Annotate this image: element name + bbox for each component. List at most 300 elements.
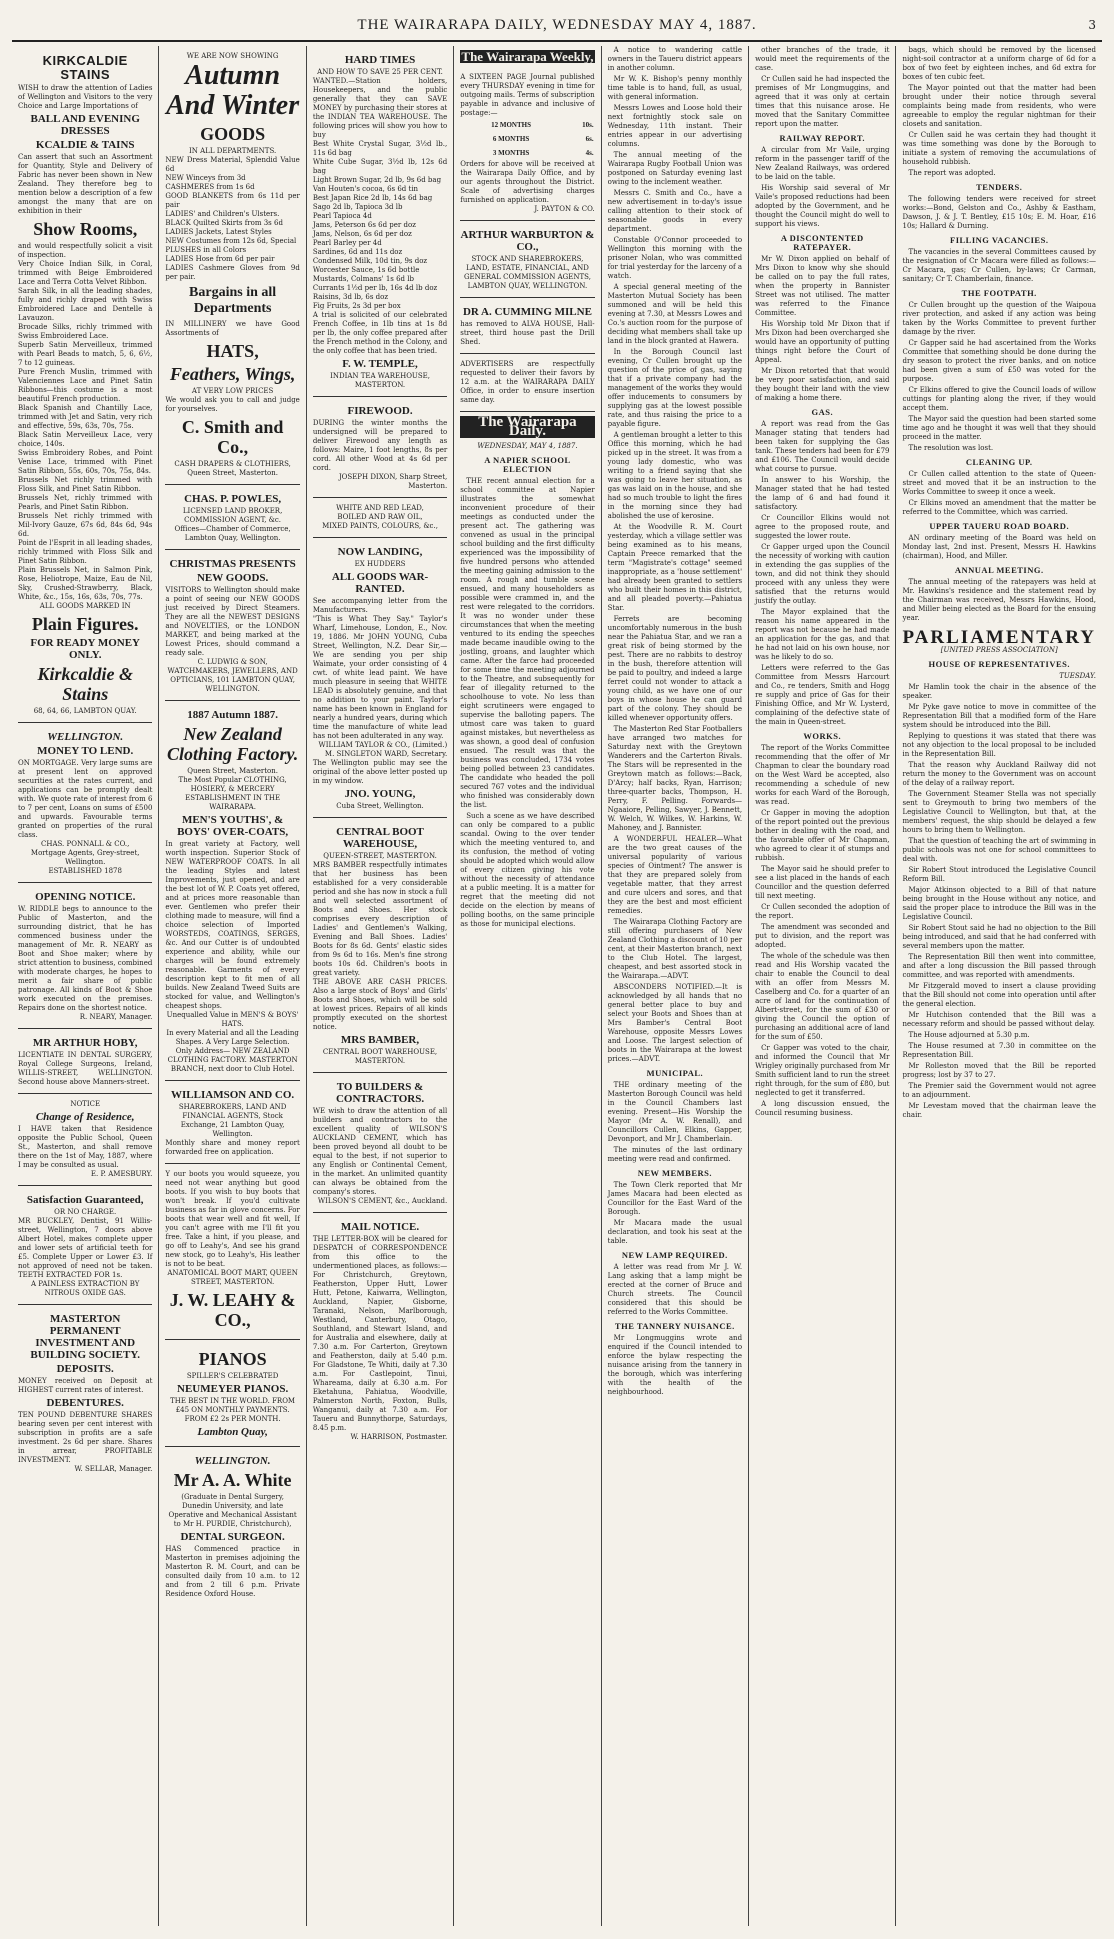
ad-body: LICENTIATE IN DENTAL SURGERY, Royal College Surgeons, Ireland, WILLIS-STREET, WELLINGTON. Second house above Manners-street. xyxy=(18,1051,153,1086)
article-headline: MUNICIPAL. xyxy=(646,1068,704,1078)
ad-item: Sarah Silk, in all the leading shades, fully and richly draped with Swiss Embroidered Lace and Dentelle à Lavauzon. xyxy=(18,287,153,322)
price-item: Jams, Peterson 6s 6d per doz xyxy=(312,221,416,229)
masthead xyxy=(12,10,1102,40)
paragraph: Cr Elkins moved an amendment that the matter be referred to the Committee, which was carried. xyxy=(902,499,1096,516)
paragraph: Mr W. K. Bishop's penny monthly time table is to hand, full, as usual, with general information. xyxy=(607,75,743,101)
paragraph: Mr Levestam moved that the chairman leave the chair. xyxy=(902,1102,1096,1119)
paragraph: The whole of the schedule was then read and His Worship vacated the chair to enable the Council to deal with an offer from Messrs M. Caselberg and Co. for a quarter of an acre of land for the continuation of Albert-street, for the sum of £30 or giving the Council the option of purchasing an additional acre of land for the sum of £50. xyxy=(755,952,890,1041)
ad-item: Black Satin Merveilleux Lace, very choice, 140s. xyxy=(18,431,153,448)
ad-body: I HAVE taken that Residence opposite the Public School, Queen St., Masterton, and shall remove there on the 1st of May, 1887, where I may be consulted as usual. xyxy=(18,1125,153,1169)
ad-item: PLUSHES in all Colors xyxy=(165,246,247,254)
paragraph: His Worship told Mr Dixon that if Mrs Dixon had been overcharged she would have an opportunity of putting things right before the Court of Appeal. xyxy=(755,320,890,364)
ad-headline: Change of Residence, xyxy=(35,1111,135,1123)
ad-body: ON MORTGAGE. Very large sums are at present lent on approved securities at the rates current, and applications can be promptly dealt with. We quote rate of interest from 6 to 7 per cent, Loans on sums of £500 and upwards. Favourable terms granted on properties of the rural class. xyxy=(18,759,153,839)
ad-building-society xyxy=(18,1305,152,1480)
ad-item: Swiss Embroidery Robes, and Point Venise Lace, trimmed with Pinet Satin Ribbon, 55s, 60s, 70s, 75s, 84s. xyxy=(18,449,153,475)
paragraph: Cr Cullen said he was certain they had thought it was time something was done by the Borough to initiate a system of removing the accumulations of household rubbish. xyxy=(902,131,1096,166)
price-item: Van Houten's cocoa, 6s 6d tin xyxy=(312,185,419,193)
ad-notice: NOTICE xyxy=(70,1100,101,1108)
ad-addr: Lambton Quay, xyxy=(197,1426,268,1438)
section-heading: RAILWAY REPORT. xyxy=(779,133,865,143)
ad-sub: QUEEN-STREET, MASTERTON. xyxy=(323,852,437,860)
ad-sign: J. PAYTON & CO. xyxy=(534,205,595,213)
ad-feathers: Feathers, Wings, xyxy=(169,364,296,384)
ad-goods: GOODS xyxy=(200,124,266,144)
paragraph: The Masterton Red Star Footballers have arranged two matches for Saturday next with the Greytown Wanderers and the Carterton Rivals. The Stars will be represented in the Greytown match as follows:—Back, D'Arcy; half backs, Ryan, Harrison; three-quarter backs, Thompson, H. Perry, F. Pelling. Forwards—Ngaaiore, Pelling, Sawyer, J. Bennett, W. Welch, W. Wilkes, W. Harkins, W. Mahoney, and J. Bannister. xyxy=(607,725,743,832)
paragraph: Mr Pyke gave notice to move in committee of the Representation Bill that a modified form of the Hare system should be introduced into the Bill. xyxy=(902,703,1096,729)
paragraph: Ferrets are becoming uncomfortably numerous in the bush near the Pahiatua Star, and we ran a great risk of being stormed by the pest. There are no rabbits to destroy in the bush, therefore attention will be paid to poultry, and indeed a large ferret could not wonder to attack a young child, as we have one of our boys in whose house he can guard part of the colony. They should be killed whenever opportunity offers. xyxy=(607,615,743,722)
paragraph: AN ordinary meeting of the Board was held on Monday last, 2nd inst. Present, Messrs H. Hawkins (chairman), Hood, and Miller. xyxy=(902,534,1096,560)
paragraph: Mr Hamlin took the chair in the absence of the speaker. xyxy=(902,683,1096,700)
paragraph: Cr Elkins offered to give the Council loads of willow cuttings for planting along the river, if they would accept them. xyxy=(902,386,1096,412)
section-heading: A DISCONTENTED RATEPAYER. xyxy=(780,233,864,252)
ad-title: New Zealand Clothing Factory. xyxy=(166,724,299,764)
ad-arthur-hoby xyxy=(18,1029,152,1094)
section-heading: ANNUAL MEETING. xyxy=(954,565,1044,575)
paragraph: The Premier said the Government would not agree to an adjournment. xyxy=(902,1082,1096,1099)
paragraph: The House resumed at 7.30 in committee on the Representation Bill. xyxy=(902,1042,1096,1059)
rate-row xyxy=(460,146,594,160)
price-item: Worcester Sauce, 1s 6d bottle xyxy=(312,266,420,274)
parliamentary-source: [UNITED PRESS ASSOCIATION] xyxy=(940,646,1058,654)
ad-sub: EX HUDDERS xyxy=(354,560,406,568)
ad-headline: NOW LANDING, xyxy=(337,546,423,558)
municipal-continued xyxy=(902,46,1096,623)
ad-item: Point de l'Esprit in all leading shades, richly trimmed with Floss Silk and Pinet Satin Ribbon. xyxy=(18,539,153,565)
paragraph: A notice to wandering cattle owners in the Taueru district appears in another column. xyxy=(607,46,743,72)
article-headline: A NAPIER SCHOOL ELECTION xyxy=(484,455,571,474)
paragraph: THE ordinary meeting of the Masterton Borough Council was held in the Council Chambers last evening. Present—His Worship the Mayor (Mr A. W. Renall), and Councillors Cullen, Elkins, Gapper, Devonport, and Mr J. Chamberlain. xyxy=(607,1081,743,1143)
ad-firm: C. LUDWIG & SON, WATCHMAKERS, JEWELLERS, AND OPTICIANS, 101 LAMBTON QUAY, WELLINGTON. xyxy=(167,658,298,693)
masthead-rule xyxy=(12,40,1102,42)
ad-item: LADIES Hose from 6d per pair xyxy=(165,255,275,263)
paragraph: Mr Macara made the usual declaration, and took his seat at the table. xyxy=(607,1219,743,1245)
paragraph: Mr W. Dixon applied on behalf of Mrs Dixon to know why she should be called on to pay the full rates, when the property in Bannister Street was not utilised. The matter was referred to the Finance Committee. xyxy=(755,255,890,317)
ad-sub: AND HOW TO SAVE 25 PER CENT. xyxy=(317,68,443,76)
price-item: Best Japan Rice 2d lb, 14s 6d bag xyxy=(312,194,433,202)
paragraph: The Mayor said the question had been started some time ago and he thought it was well that they should proceed in the matter. xyxy=(902,415,1096,441)
ad-plain-figures: Plain Figures. xyxy=(31,614,139,634)
rate-price: 6s. xyxy=(585,135,594,143)
paragraph: The minutes of the last ordinary meeting were read and confirmed. xyxy=(607,1146,743,1163)
ad-body: W. RIDDLE begs to announce to the Public of Masterton, and the surrounding district, that he has commenced business under the management of Mr. R. NEARY as Boot and Shoe maker; where by strict attention to business, combined with moderate charges, he hopes to merit a fair share of public patronage. All kinds of Boot & Shoe work executed on the premises. Repairs done on the shortest notice. xyxy=(18,905,153,1012)
ad-headline: Satisfaction Guaranteed, xyxy=(26,1194,144,1206)
ad-addr: Only Address— NEW ZEALAND CLOTHING FACTORY. MASTERTON BRANCH, next door to Club Hotel. xyxy=(167,1047,298,1073)
ad-body: STOCK AND SHAREBROKERS, LAND, ESTATE, FINANCIAL, AND GENERAL COMMISSION AGENTS, LAMBTON QUAY, WELLINGTON. xyxy=(463,255,591,290)
ad-big-1: Autumn xyxy=(185,60,281,91)
ad-body-2: In great variety at Factory, well worth inspection. Superior Stock of NEW WATERPROOF COATS. In all the leading Styles and latest Improvements, just opened, and are the best lot of W. P. Coats yet offered, and at prices more reasonable than ever. Gentlemen who prefer their clothing made to measure, will find a choice selection of Imported WORSTEDS, COATINGS, SERGES, &c. And our Cutter is of undoubted experience and ability, while our charges will be found extremely reasonable. Garments of every description kept to fit men of all builds. New Zealand Tweed Suits are stocked for value, and Wellington's cheapest shops. xyxy=(165,840,300,1010)
ad-item: LADIES' and Children's Ulsters. xyxy=(165,210,280,218)
section-heading: NEW LAMP REQUIRED. xyxy=(621,1250,728,1260)
ad-pianos xyxy=(165,1340,299,1447)
ad-firm: CHAS. PONNALL & CO., xyxy=(41,840,130,848)
ad-leahy xyxy=(165,1164,299,1340)
paragraph: Cr Councillor Elkins would not agree to the proposed route, and suggested the lower route. xyxy=(755,514,890,540)
ad-item: GOOD BLANKETS from 6s 11d per pair xyxy=(165,192,300,209)
column-3 xyxy=(307,46,454,1926)
ad-addr: Cuba Street, Wellington. xyxy=(336,802,424,810)
ad-headline: DR A. CUMMING MILNE xyxy=(462,306,592,318)
ad-body: See accompanying letter from the Manufacturers. xyxy=(312,597,448,614)
ad-sub: BOILED AND RAW OIL, xyxy=(337,513,423,521)
ad-weekly xyxy=(460,67,594,221)
paragraph: ABSCONDERS NOTIFIED.—It is acknowledged by all hands that no general better place to buy and select your Boots and Shoes than at Mrs Bamber's Central Boot Warehouse, opposite Messrs Lowes and Loose. The largest selection of boots in the Wairarapa at the lowest prices.—ADVT. xyxy=(607,983,743,1063)
ad-item: Plain Brussels Net, in Salmon Pink, Rose, Heliotrope, Maize, Eau de Nil, Sky, Crushed-Strawberry, Black, White, &c., 15s, 16s, 63s, 70s, 77s. xyxy=(18,566,153,601)
price-item: Pearl Tapioca 4d xyxy=(312,212,372,220)
article-body xyxy=(460,477,594,929)
ad-headline: 1887 Autumn 1887. xyxy=(187,709,278,721)
paragraph: bags, which should be removed by the licensed night-soil contractor at a uniform charge of 6d for a box of two feet by eighteen inches, and 6d extra for boxes of ten cubic feet. xyxy=(902,46,1096,81)
ad-headline: WILLIAMSON AND CO. xyxy=(171,1089,295,1101)
paragraph: Mr Rolleston moved that the Bill be reported progress; lost by 37 to 27. xyxy=(902,1062,1096,1079)
rate-term: 6 MONTHS xyxy=(492,135,530,143)
paragraph: Cr Cullen seconded the adoption of the report. xyxy=(755,903,890,920)
ad-value: Unequalled Value in MEN'S & BOYS' HATS. xyxy=(166,1011,299,1028)
ad-headline: MR ARTHUR HOBY, xyxy=(32,1037,138,1049)
ad-firm: JNO. YOUNG, xyxy=(344,788,416,800)
ad-item: LADIES Cashmere Gloves from 9d per pair. xyxy=(165,264,300,281)
paragraph: Constable O'Connor proceeded to Wellington this morning with the prisoner Nolan, who was committed for trial yesterday for the larceny of a watch. xyxy=(607,236,743,280)
paragraph: Replying to questions it was stated that there was not any objection to the local proposal to be included in the Representation Bill. xyxy=(902,732,1096,758)
ad-cash-only: FOR READY MONEY ONLY. xyxy=(30,637,140,661)
section-heading: TENDERS. xyxy=(976,182,1023,192)
ad-dr-milne xyxy=(460,298,594,354)
paragraph: Cr Cullen said he had inspected the premises of Mr Longmuggins, and agreed that it was only at certain times that this nuisance arose. He moved that the Sanitary Committee report upon the matter. xyxy=(755,75,890,128)
ad-headline: FIREWOOD. xyxy=(347,405,413,417)
paragraph: The annual meeting of the ratepayers was held at Mr. Hawkins's residence and the statement read by the Chairman was received, Messrs Hawkins, Hood, and Miller being elected as the Board for the ensuing year. xyxy=(902,578,1096,622)
paragraph: His Worship said several of Mr Vaile's proposed reductions had been adopted by the Government, and he thought the Council might do well to support his views. xyxy=(755,184,890,228)
ad-body-2: The Wellington public may see the original of the above letter posted up in my window. xyxy=(312,759,448,785)
ad-body-2: THE ABOVE ARE CASH PRICES. Also a large stock of Boys' and Girls' Boots and Shoes, which will be sold at lowest prices. Repairs of all kinds promptly executed on the shortest notice. xyxy=(312,978,448,1031)
ad-headline: WHITE AND RED LEAD, xyxy=(336,504,424,512)
ad-advertisers-notice xyxy=(460,354,594,412)
ad-town: WELLINGTON. xyxy=(47,731,124,743)
ad-item: Brussels Net richly trimmed with Floss Silk, and Pinet Satin Ribbon. xyxy=(18,476,153,493)
ad-sign: E. P. AMESBURY. xyxy=(90,1170,153,1178)
ad-title: DENTAL SURGEON. xyxy=(180,1531,285,1543)
ad-item: Very Choice Indian Silk, in Coral, trimmed with Beige Embroidered Lace and Terra Cotta Velvet Ribbon. xyxy=(18,260,153,286)
price-item: Pearl Barley per 4d xyxy=(312,239,382,247)
price-item: Fig Fruits, 2s 3d per box xyxy=(312,302,401,310)
paragraph: Cr Gapper said he had ascertained from the Works Committee that something should be done during the dry season to protect the river banks, and on notice had been given a sum of £50 was voted for the purpose. xyxy=(902,339,1096,383)
ad-builders xyxy=(313,1073,447,1213)
ad-item: BLACK Quilted Skirts from 3s 6d xyxy=(165,219,283,227)
paragraph: A letter was read from Mr J. W. Lang asking that a lamp might be erected at the corner of Bruce and Church streets. The Council considered that this should be referred to the Works Committee. xyxy=(607,1263,743,1316)
paragraph: In the Borough Council last evening, Cr Cullen brought up the question of the price of gas, saying that if a private company had the management of the works they would offer inducements to consumers by supplying gas at the lowest possible rate, and thus raising the price to a payable figure. xyxy=(607,348,743,428)
rate-price: 10s. xyxy=(582,121,594,129)
ad-autumn-winter xyxy=(165,46,299,485)
paragraph: other branches of the trade, it would meet the requirements of the case. xyxy=(755,46,890,72)
ad-title: NEUMEYER PIANOS. xyxy=(177,1383,289,1395)
paragraph: The following tenders were received for street works:—Bond, Gelston and Co., Ashby & Eastham, Dawson, J. & J. T. Bentley, £15 10s; E. M. Hoar, £16 10s; Hallard & Durning. xyxy=(902,195,1096,230)
column-2 xyxy=(159,46,306,1926)
local-news xyxy=(608,46,742,1064)
parliamentary-body xyxy=(902,683,1096,1120)
ad-sign: W. HARRISON, Postmaster. xyxy=(350,1433,448,1441)
rate-term: 12 MONTHS xyxy=(491,121,531,129)
ad-body: VISITORS to Wellington should make a point of seeing our NEW GOODS just received by Direct Steamers. They are all the NEWEST DESIGNS and NOVELTIES, or the LONDON MARKET, and being marked at the Lowest Prices, should command a ready sale. xyxy=(165,586,300,657)
paragraph: That the question of teaching the art of swimming in public schools was not one for school committees to deal with. xyxy=(902,837,1096,863)
ad-address: 68, 64, 66, LAMBTON QUAY. xyxy=(33,707,137,715)
ad-body: Monthly share and money report forwarded free on application. xyxy=(165,1139,300,1156)
ad-central-boot xyxy=(313,818,447,1073)
parliamentary-house: HOUSE OF REPRESENTATIVES. xyxy=(928,659,1070,669)
ad-body: DURING the winter months the undersigned will be prepared to deliver Firewood any length as follows: Maire, 1 foot lengths, 8s per cord. All other Wood at 4s 6d per cord. xyxy=(312,419,448,472)
ad-headline: HARD TIMES xyxy=(344,54,416,66)
ad-body: MRS BAMBER respectfully intimates that her business has been established for a very considerable period and she has now in stock a full and well selected assortment of Boots and Shoes. Her stock comprises every description of Ladies' and Gentlemen's Walking, Evening and Ball Shoes. Ladies' Boots for 8s 6d. Gents' elastic sides from 9s 6d to 16s. Men's fine strong boots 10s 6d. Children's boots in great variety. xyxy=(312,861,448,977)
paragraph: Cr Gapper urged upon the Council the necessity of working with caution in extending the gas supplies of the town, and did not think they should proceed with any unless they were satisfied that the returns would justify the outlay. xyxy=(755,543,890,605)
ad-headline: CHAS. P. POWLES, xyxy=(184,493,282,505)
section-heading: THE TANNERY NUISANCE. xyxy=(614,1321,735,1331)
price-item: Sago 2d lb, Tapioca 3d lb xyxy=(312,203,403,211)
ad-firm-signature: Kirkcaldie & Stains xyxy=(37,664,133,704)
ad-sub: NEW GOODS. xyxy=(196,572,269,584)
paragraph: Mr Hutchison contended that the Bill was a necessary reform and should be passed without delay. xyxy=(902,1011,1096,1028)
ad-big-2: And Winter xyxy=(166,90,300,121)
paragraph: A report was read from the Gas Manager stating that tenders had been taken for supplying the Gas tank. These tenders had been for £79 and £106. The Council would decide what course to pursue. xyxy=(755,420,890,473)
paragraph: Sir Robert Stout said he had no objection to the Bill being introduced, and said that he had conferred with several members upon the matter. xyxy=(902,924,1096,950)
ad-change-residence xyxy=(18,1094,152,1186)
section-heading: UPPER TAUERU ROAD BOARD. xyxy=(929,521,1070,531)
ad-body: WE wish to draw the attention of all builders and contractors to the excellent quality of WILSON'S AUCKLAND CEMENT, which has been proved beyond all doubt to be equal to the best, if not superior to any English or Continental Cement, in the market. An unlimited quantity can always be obtained from the company's stores. xyxy=(312,1107,448,1196)
paragraph: At the Woodville R. M. Court yesterday, which a village settler was being examined as to his means, Captain Preece remarked that the term "Magistrate's cottage" seemed inappropriate, as a 'house settlement' had already been granted to settlers who built their homes in this district, and all pleaded poverty.—Pahiatua Star. xyxy=(607,523,743,612)
ad-headline: ARTHUR WARBURTON & CO., xyxy=(460,229,595,253)
ad-williamson xyxy=(165,1081,299,1164)
ad-sub-2: MIXED PAINTS, COLOURS, &c., xyxy=(322,522,438,530)
ad-clothing-factory xyxy=(165,701,299,1081)
ad-body: MR BUCKLEY, Dentist, 91 Willis-street, Wellington, 7 doors above Albert Hotel, makes complete upper and lower sets of artificial teeth for £5. Complete Upper or Lower £3. If not approved of need not be taken. TEETH EXTRACTED FOR 1s. xyxy=(18,1217,153,1279)
rate-term: 3 MONTHS xyxy=(492,149,530,157)
paragraph: Messrs C. Smith and Co., have a new advertisement in to-day's issue calling attention to their stock of seasonable goods in every department. xyxy=(607,189,743,233)
ad-item: LADIES Jackets, Latest Styles xyxy=(165,228,272,236)
ad-white-lead xyxy=(313,498,447,538)
section-heading: CLEANING UP. xyxy=(965,457,1033,467)
paragraph: Cr Gapper in moving the adoption of the report pointed out the previous bother in dealing with the road, and the favorable offer of Mr Chapman, who agreed to clear it of stumps and rubbish. xyxy=(755,809,890,862)
parliamentary-day: TUESDAY. xyxy=(1059,672,1096,680)
ad-debentures: DEBENTURES. xyxy=(46,1397,124,1409)
ad-item: Brussels Net richly trimmed with Mil-Ivory Gauze, 67s 6d, 84s 6d, 94s 6d. xyxy=(18,512,153,538)
ad-foot: A PAINLESS EXTRACTION BY NITROUS OXIDE GAS. xyxy=(31,1280,140,1297)
ad-prices: AT VERY LOW PRICES xyxy=(191,387,274,395)
ad-sub: SHAREBROKERS, LAND AND FINANCIAL AGENTS, Stock Exchange, 21 Lambton Quay, Wellington. xyxy=(178,1103,287,1138)
ad-addr: CENTRAL BOOT WAREHOUSE, MASTERTON. xyxy=(322,1048,438,1065)
ad-body-2: HAS Commenced practice in Masterton in premises adjoining the Masterton R. M. Court, and can be consulted daily from 10 a.m. to 12 and from 2 till 6 p.m. Private Residence Oxford House. xyxy=(165,1545,300,1598)
ad-firm: MRS BAMBER, xyxy=(340,1034,420,1046)
paragraph: The Town Clerk reported that Mr James Macara had been elected as Councillor for the East Ward of the Borough. xyxy=(607,1181,743,1216)
ad-body-2: TEN POUND DEBENTURE SHARES bearing seven per cent interest with subscription in profits are a safe investment. 2s 6d per share. Shares in arrear, PROFITABLE INVESTMENT. xyxy=(18,1411,153,1464)
ad-opening-notice xyxy=(18,883,152,1029)
ad-headline: CHRISTMAS PRESENTS xyxy=(169,558,296,570)
paragraph: The annual meeting of the Wairarapa Rugby Football Union was postponed on Saturday evening last owing to the inclement weather. xyxy=(607,151,743,186)
ad-firm: F. W. TEMPLE, xyxy=(342,358,418,370)
ad-item: NEW Dress Material, Splendid Value 6d xyxy=(165,156,300,173)
ad-sub: LICENSED LAND BROKER, COMMISSION AGENT, &c. xyxy=(182,507,283,524)
page-number: 3 xyxy=(1088,18,1096,32)
section-heading: WORKS. xyxy=(803,731,842,741)
issue-date: WEDNESDAY, MAY 4, 1887. xyxy=(477,442,578,450)
ad-hats: HATS, xyxy=(206,341,259,361)
paragraph: That the reason why Auckland Railway did not return the money to the Government was on account of the delay of a railway report. xyxy=(902,761,1096,787)
ad-headline: Mr A. A. White xyxy=(173,1470,292,1490)
ad-addr: Offices—Chamber of Commerce, Lambton Quay, Wellington. xyxy=(174,525,291,542)
paragraph: A WONDERFUL HEALER—What are the two great causes of the universal popularity of various species of Ointment? The answer is that they are prepared solely from vegetable matter, that they arrest and cure ulcers and sores, and that they are the best and most efficient remedies. xyxy=(607,835,743,915)
price-item: Jams, Nelson, 6s 6d per doz xyxy=(312,230,412,238)
paragraph: Cr Gapper was voted to the chair, and informed the Council that Mr Wrigley originally purchased from Mr Smith sufficient land to run the street right through, for the sum of £80, but neglected to get it transferred. xyxy=(755,1044,890,1097)
paragraph: Cr Cullen brought up the question of the Waipoua river protection, and asked if any action was being taken by the Works Committee to prevent further damage by the river. xyxy=(902,301,1096,336)
ad-item: Brocade Silks, richly trimmed with Swiss Embroidered Lace. xyxy=(18,323,153,340)
paragraph: The report of the Works Committee recommending that the offer of Mr Chapman to clear the boundary road on the West Ward be accepted, also recommending a schedule of new works for each Ward of the Borough, was read. xyxy=(755,744,890,806)
ad-now-landing xyxy=(313,538,447,818)
masthead-title: THE WAIRARAPA DAILY, WEDNESDAY MAY 4, 1887. xyxy=(357,16,757,33)
column-4 xyxy=(454,46,601,1926)
ad-body: A SIXTEEN PAGE Journal published every THURSDAY evening in time for outgoing mails. Terms of subscription payable in advance and inclusive of postage:— xyxy=(460,73,595,117)
ad-sub: Mortgage Agents, Grey-street, Wellington. xyxy=(30,849,140,866)
ad-kirkcaldie-stains xyxy=(18,46,152,723)
ad-deposits: DEPOSITS. xyxy=(56,1363,114,1375)
paragraph: Sir Robert Stout introduced the Legislative Council Reform Bill. xyxy=(902,866,1096,883)
ad-headline: KIRKCALDIE STAINS xyxy=(42,53,128,82)
parliamentary-headline: PARLIAMENTARY xyxy=(902,627,1096,648)
ad-sub: OR NO CHARGE. xyxy=(54,1208,117,1216)
ad-call: We would ask you to call and judge for yourselves. xyxy=(165,396,300,413)
ad-bargains: Bargains in all Departments xyxy=(189,285,277,316)
ad-sign: WILLIAM TAYLOR & CO., (Limited.) M. SINGLETON WARD, Secretary. xyxy=(318,741,448,758)
ad-title: ALL GOODS WAR-RANTED. xyxy=(331,571,429,595)
price-item: White Cube Sugar, 3½d lb, 12s 6d bag xyxy=(312,158,448,175)
ad-item: Brussels Net, richly trimmed with Pearls, and Pinet Satin Ribbon. xyxy=(18,494,153,511)
ad-body: WISH to draw the attention of Ladies of Wellington and Visitors to the very Choice and Large Importations of xyxy=(18,84,153,110)
ad-body-2: Orders for above will be received at the Wairarapa Daily Office, and by our agents throughout the District. Scale of advertising charges furnished on application. xyxy=(460,160,595,204)
ad-firm-2: INDIAN TEA WAREHOUSE, MASTERTON. xyxy=(330,372,430,389)
ad-firm-name: KCALDIE & TAINS xyxy=(35,139,135,151)
rate-row xyxy=(460,132,594,146)
ad-est: ESTABLISHED 1878 xyxy=(48,867,122,875)
ad-firm: J. W. LEAHY & CO., xyxy=(169,1290,296,1330)
paragraph: Messrs Lowes and Loose hold their next fortnightly stock sale on Wednesday, 11th instant. Their entries appear in our advertising columns. xyxy=(607,104,743,148)
ad-hard-times xyxy=(313,46,447,397)
paragraph: The Mayor pointed out that the matter had been brought under their notice through several complaints being made from residents, who were agreeable to employ the regular nightman for their closets and sanitation. xyxy=(902,84,1096,128)
rate-row xyxy=(460,118,594,132)
ad-millinery: IN MILLINERY we have Good Assortments of xyxy=(165,320,300,337)
paragraph: Mr Fitzgerald moved to insert a clause providing that the Bill should not come into operation until after the general election. xyxy=(902,982,1096,1008)
ad-money-to-lend xyxy=(18,723,152,883)
ad-sub: SPILLER'S CELEBRATED xyxy=(186,1372,279,1380)
ad-mail-notice xyxy=(313,1213,447,1448)
ad-headline: MONEY TO LEND. xyxy=(37,745,134,757)
paragraph: Mr Longmuggins wrote and enquired if the Council intended to enforce the bylaw respecting the nuisance arising from the tannery in the borough, which was interfering with the health of the neighbourhood. xyxy=(607,1334,743,1396)
price-item: Mustards, Colmans' 1s 6d lb xyxy=(312,275,414,283)
ad-headline: MAIL NOTICE. xyxy=(340,1221,420,1233)
column-7 xyxy=(896,46,1102,1926)
ad-top: WE ARE NOW SHOWING xyxy=(186,52,279,60)
column-5 xyxy=(602,46,749,1926)
ad-body: THE BEST IN THE WORLD. FROM £45 ON MONTHLY PAYMENTS. FROM £2 2s PER MONTH. xyxy=(170,1397,296,1423)
ad-item: NEW Costumes from 12s 6d, Special xyxy=(165,237,297,245)
ad-body: Y our boots you would squeeze, you need not wear anything but good boots. If you wish to buy boots that won't break. If you'd cultivate business as far in glove concerns. For boots that wear well and fit well, If you can't agree with me I'll fit you free. Take a hint, if you please, and go off to Leahy's, And see his grand new stock, go to Leahy's, His leather is not to be beat. xyxy=(165,1170,300,1268)
ad-christmas xyxy=(165,550,299,701)
paragraph: The amendment was seconded and put to division, and the report was adopted. xyxy=(755,923,890,949)
ad-item: Superb Satin Merveilleux, trimmed with Pearl Beads to match, 5, 6, 6½, 7 to 12 guineas. xyxy=(18,341,153,367)
weekly-banner: The Wairarapa Weekly, xyxy=(461,49,594,64)
ad-item-list xyxy=(18,260,152,602)
article-body xyxy=(608,1081,742,1397)
ad-subhead: BALL AND EVENING DRESSES xyxy=(30,113,140,137)
price-item: Condensed Milk, 10d tin, 9s doz xyxy=(312,257,428,265)
section-heading: FILLING VACANCIES. xyxy=(950,235,1049,245)
section-heading: NEW MEMBERS. xyxy=(637,1168,713,1178)
ad-item-list xyxy=(165,156,299,282)
paragraph: The Wairarapa Clothing Factory are still offering purchasers of New Zealand Clothing a discount of 10 per cent, at their Masterton branch, next to the Club Hotel. The largest, cheapest, and best assorted stock in the Wairarapa.—ADVT. xyxy=(607,918,743,980)
ad-body: (Graduate in Dental Surgery, Dunedin University, and late Operative and Mechanical Assistant to Mr H. PURDIE, Christchurch), xyxy=(168,1493,297,1528)
ad-mens: MEN'S YOUTHS', & BOYS' OVER-COATS, xyxy=(177,814,289,838)
ad-satisfaction xyxy=(18,1186,152,1305)
paragraph: A special general meeting of the Masterton Mutual Society has been summoned and will be held this evening at 7.30, at Messrs Lowes and Co.'s auction room for the purpose of deciding what members shall take up land in the block granted at Hawera. xyxy=(607,283,743,345)
ad-body-2: Can assert that such an Assortment for Quantity, Style and Delivery of Fabric has never been shown in New Zealand. They therefore beg to mention below a description of a few amongst the many that are on exhibition in their xyxy=(18,153,153,215)
ad-dentist-white xyxy=(165,1447,299,1605)
paper-nameplate: The Wairarapa Daily. xyxy=(460,416,594,438)
ad-item: NEW Winceys from 3d xyxy=(165,174,246,182)
municipal-continued xyxy=(755,46,889,1118)
paragraph: Cr Cullen called attention to the state of Queen-street and moved that it be an instruction to the Works Committee to sweep it once a week. xyxy=(902,470,1096,496)
ad-body-3: and would respectfully solicit a visit of inspection. xyxy=(18,242,153,259)
paragraph: Letters were referred to the Gas Committee from Messrs Harcourt and Co., re tenders, Smith and Hogg re supply and price of Gas for their Finishing Office, and Mr W. Lysterd, complaining of the defective state of the main in Queen-street. xyxy=(755,664,890,726)
paragraph: Mr Dixon retorted that that would be very poor satisfaction, and said they bought their land with the view of making a home there. xyxy=(755,367,890,402)
ad-powles xyxy=(165,485,299,550)
rate-price: 4s. xyxy=(585,149,594,157)
ad-headline: MASTERTON PERMANENT INVESTMENT AND BUILDING SOCIETY. xyxy=(30,1313,141,1361)
ad-sub: Queen Street, Masterton. xyxy=(187,767,278,775)
column-6 xyxy=(749,46,896,1926)
ad-warburton xyxy=(460,221,594,298)
ad-firm: C. Smith and Co., xyxy=(181,417,284,457)
paragraph: The vacancies in the several Committees caused by the resignation of Cr Macara were filled as follows:—Cr Macara, gas; Cr Cullen, by-laws; Cr Carman, sanitary; Cr T. Chamberlain, finance. xyxy=(902,248,1096,283)
paragraph: The House adjourned at 5.30 p.m. xyxy=(908,1031,1030,1039)
paragraph: A long discussion ensued, the Council resuming business. xyxy=(755,1100,890,1117)
price-item: Light Brown Sugar, 2d lb, 9s 6d bag xyxy=(312,176,442,184)
paragraph: A gentleman brought a letter to this Office this morning, which he had picked up in the street. It was from a young lady domestic, who was writing to a friend saying that she was going to leave her situation, as gas was laid on in the house, and she had so much trouble to light the fires in the morning since they had abolished the use of kerosine. xyxy=(607,431,743,520)
columns xyxy=(12,46,1102,1926)
ad-body: MONEY received on Deposit at HIGHEST current rates of interest. xyxy=(18,1377,153,1394)
subscription-rates xyxy=(460,118,594,160)
section-heading: THE FOOTPATH. xyxy=(961,288,1037,298)
ad-firm-2: CASH DRAPERS & CLOTHIERS, Queen Street, Masterton. xyxy=(174,460,291,477)
paragraph: The Mayor explained that the reason his name appeared in the report was not because he had made an application for the gas, and that he had not laid on his own house, nor was he likely to do so. xyxy=(755,608,890,661)
paragraph: A circular from Mr Vaile, urging reform in the passenger tariff of the New Zealand Railways, was ordered to be laid on the table. xyxy=(755,146,890,181)
ad-show-rooms: Show Rooms, xyxy=(33,219,138,239)
paragraph: THE recent annual election for a school committee at Napier illustrates the somewhat inconvenient procedure of their meetings as conducted under the present act. The gathering was convened as usual in the principal school building and the first difficulty experienced was the impossibility of five hundred persons who attended the meeting gaining admission to the room. A rough and tumble scene ensued, and many householders as possible were crammed in, and the rest were relegated to the corridors. It was no wonder under these circumstances that when the meeting ventured to its ending the speeches made became inaudible owing to the jostling, groans, and laughter which came. After the farce had proceeded for some time the meeting adjourned to the Theatre, and subsequently for fear of illegality returned to the schoolhouse to vote. No less than eight scrutineers were engaged to supervise the balloting papers. The utmost care was taken to guard against mistakes, but nevertheless as was shown, a good deal of confusion ensued. The result was that the business was concluded, 1734 votes being polled between 23 candidates. The candidate who headed the poll secured 767 votes and the individual who finished was considerably down the list. xyxy=(460,477,595,809)
ad-price-list xyxy=(313,140,447,311)
price-item: Currants 1½d per lb, 16s 4d lb doz xyxy=(312,284,438,292)
ad-body: WANTED.—Station holders, Housekeepers, and the public generally that they can SAVE MONEY by purchasing their stores at the INDIAN TEA WAREHOUSE. The following prices will show you how to buy xyxy=(312,77,448,139)
ad-firewood xyxy=(313,397,447,498)
price-item: Best White Crystal Sugar, 3½d lb., 11s 6d bag xyxy=(312,140,448,157)
paragraph: The report was adopted. xyxy=(908,169,996,177)
ad-sign: R. NEARY, Manager. xyxy=(79,1013,153,1021)
ad-item: Black Spanish and Chantilly Lace, trimmed with Jet and Satin, very rich and effective, 59s, 63s, 70s, 75s. xyxy=(18,404,153,430)
ad-item: CASHMERES from 1s 6d xyxy=(165,183,255,191)
ad-headline: CENTRAL BOOT WAREHOUSE, xyxy=(336,826,424,850)
ad-sign: W. SELLAR, Manager. xyxy=(74,1465,153,1473)
ad-sub: IN ALL DEPARTMENTS. xyxy=(189,147,277,155)
ad-notice: A trial is solicited of our celebrated French Coffee, in 1lb tins at 1s 8d per lb, the only coffee prepared after the French method in the Colony, and the only coffee that has been tried. xyxy=(312,311,448,355)
ad-headline: PIANOS xyxy=(198,1349,267,1369)
column-1 xyxy=(12,46,159,1926)
paragraph: The Representation Bill then went into committee, and after a long discussion the Bill passed through committee, and was reported with amendments. xyxy=(902,953,1096,979)
ad-body: THE LETTER-BOX will be cleared for DESPATCH of CORRESPONDENCE from this office to the undermentioned places, as follows:— For Christchurch, Greytown, Featherston, Upper Hutt, Lower Hutt, Petone, Kaiwarra, Wellington, Auckland, Napier, Gisborne, Taranaki, Nelson, Marlborough, Westland, Canterbury, Otago, Southland, and Stewart Island, and for Australia and elsewhere, daily at 7.30 a.m. For Carterton, Greytown and Featherston, daily at 5.40 p.m. For Gladstone, Te Whiti, daily at 7.30 a.m. For Castlepoint, Tinui, Whareama, daily at 6.30 a.m. For Eketahuna, Pahiatua, Woodville, Palmerston North, Foxton, Bulls, Wanganui, daily at 7.30 a.m. For Taueru and Bunnythorpe, Saturdays, 8.45 p.m. xyxy=(312,1235,448,1432)
ad-headline: TO BUILDERS & CONTRACTORS. xyxy=(335,1081,425,1105)
ad-town: WELLINGTON. xyxy=(194,1455,271,1467)
price-item: Raisins, 3d lb, 6s doz xyxy=(312,293,389,301)
